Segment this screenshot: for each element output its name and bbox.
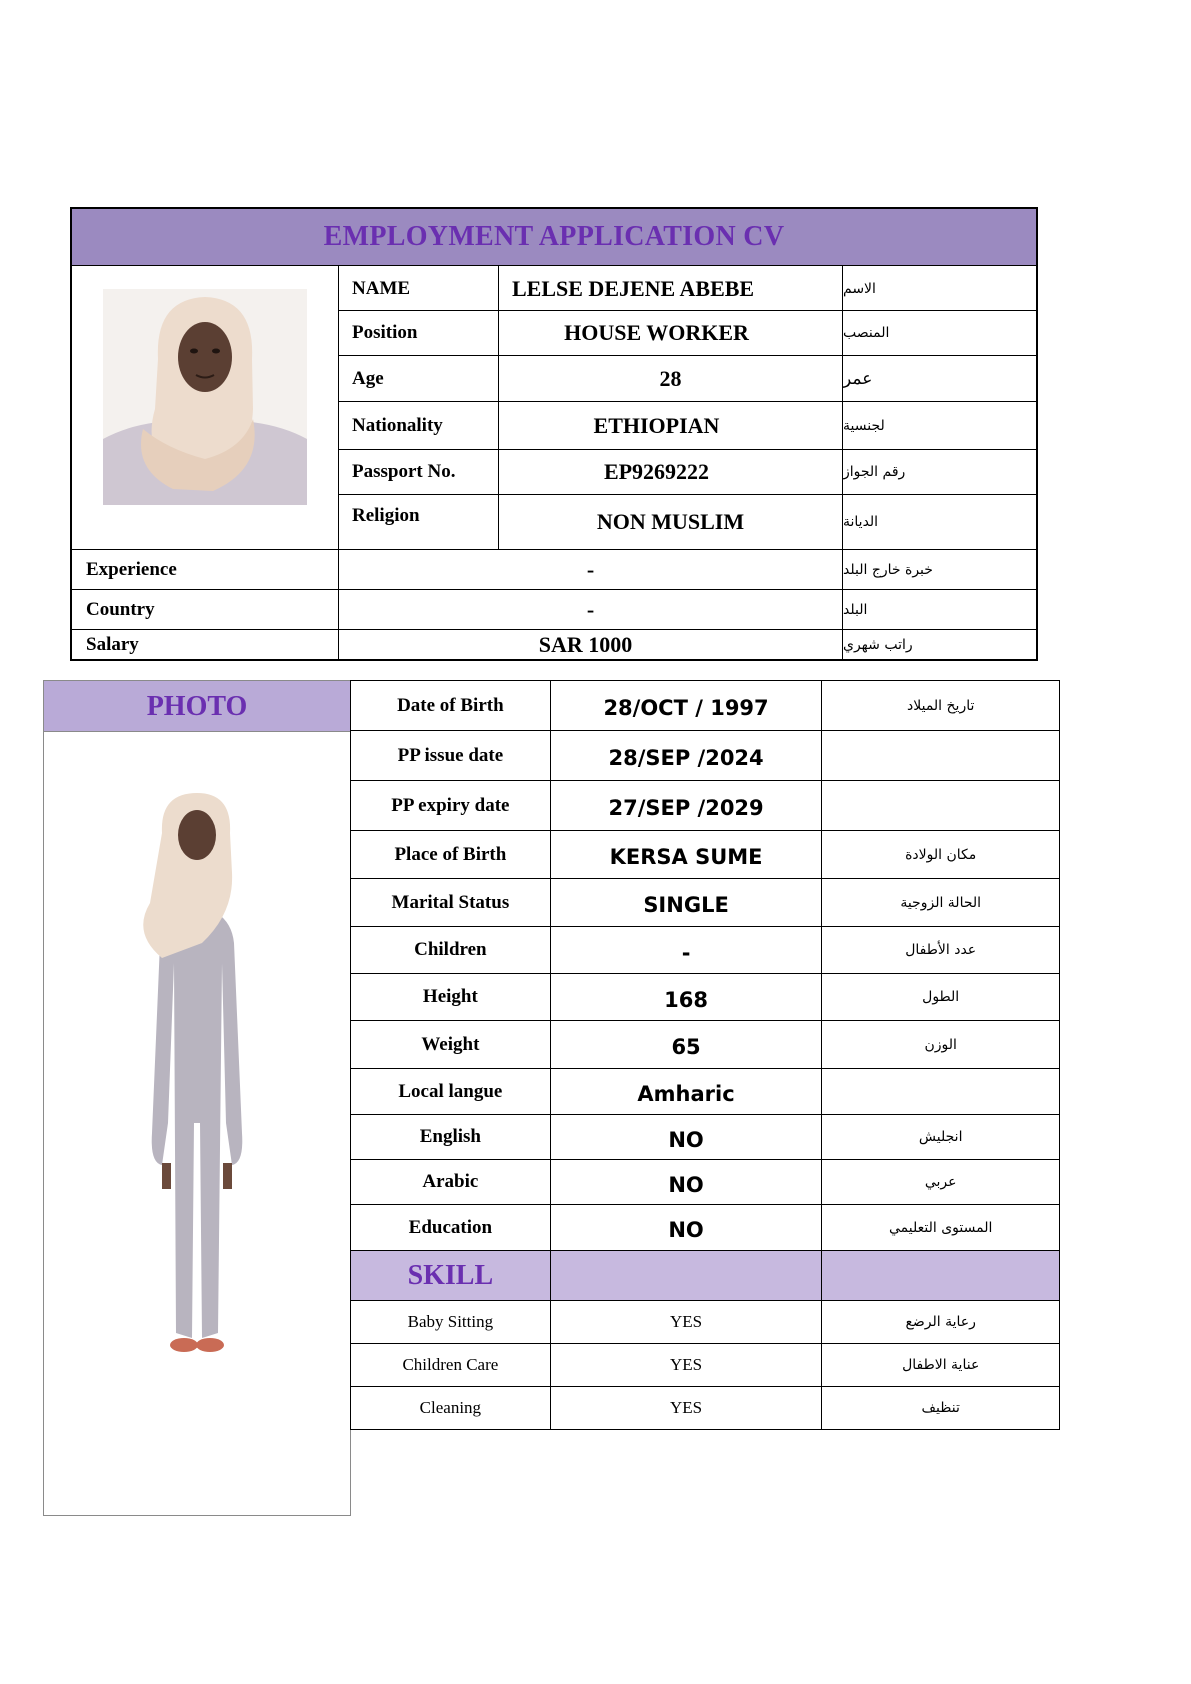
children-arabic: عدد الأطفال — [822, 927, 1060, 974]
education-arabic: المستوى التعليمي — [822, 1205, 1060, 1251]
skill-arabic: عناية الاطفال — [822, 1344, 1060, 1387]
skill-arabic: رعاية الرضع — [822, 1301, 1060, 1344]
height-label: Height — [351, 974, 551, 1021]
table-row — [351, 1301, 1060, 1344]
name-label: NAME — [352, 277, 411, 299]
marital-label: Marital Status — [351, 879, 551, 927]
skill-value: YES — [550, 1344, 822, 1387]
passport-arabic: رقم الجواز — [843, 464, 906, 480]
age-value: 28 — [659, 365, 682, 391]
pp-issue-value: 28/SEP /2024 — [550, 731, 822, 781]
arabic-value: NO — [550, 1160, 822, 1205]
marital-value: SINGLE — [550, 879, 822, 927]
country-value: - — [586, 596, 595, 622]
position-label: Position — [352, 322, 418, 343]
skill-heading-row — [351, 1251, 1060, 1301]
birthplace-label: Place of Birth — [351, 831, 551, 879]
full-body-photo-panel — [43, 680, 351, 1516]
height-value: 168 — [550, 974, 822, 1021]
arabic-arabic: عربي — [822, 1160, 1060, 1205]
salary-arabic: راتب شهري — [843, 636, 913, 653]
nationality-label: Nationality — [352, 414, 443, 436]
english-label: English — [351, 1115, 551, 1160]
nationality-value: ETHIOPIAN — [593, 412, 720, 438]
name-value: LELSE DEJENE ABEBE — [512, 275, 755, 301]
birthplace-arabic: مكان الولادة — [822, 831, 1060, 879]
pp-expiry-arabic — [822, 781, 1060, 831]
page-title: EMPLOYMENT APPLICATION CV — [72, 209, 1036, 266]
table-row — [351, 1115, 1060, 1160]
table-row — [351, 927, 1060, 974]
religion-value: NON MUSLIM — [596, 509, 745, 534]
education-label: Education — [351, 1205, 551, 1251]
pp-issue-label: PP issue date — [351, 731, 551, 781]
photo-heading: PHOTO — [44, 681, 350, 732]
pp-expiry-label: PP expiry date — [351, 781, 551, 831]
full-body-photo — [122, 793, 272, 1363]
height-arabic: الطول — [822, 974, 1060, 1021]
birthplace-value: KERSA SUME — [550, 831, 822, 879]
experience-arabic: خبرة خارج البلد — [843, 561, 933, 578]
name-arabic: الاسم — [843, 280, 876, 297]
table-row — [351, 1344, 1060, 1387]
table-row — [351, 831, 1060, 879]
cv-header-table — [70, 207, 1038, 661]
local-language-label: Local langue — [351, 1069, 551, 1115]
details-table — [350, 680, 1060, 1430]
table-row — [351, 731, 1060, 781]
arabic-label: Arabic — [351, 1160, 551, 1205]
portrait-cell — [72, 266, 339, 549]
marital-arabic: الحالة الزوجية — [822, 879, 1060, 927]
salary-label: Salary — [86, 633, 139, 655]
skill-value: YES — [550, 1301, 822, 1344]
english-arabic: انجليش — [822, 1115, 1060, 1160]
skill-label: Baby Sitting — [351, 1301, 551, 1344]
skill-heading-value — [550, 1251, 822, 1301]
experience-value: - — [586, 556, 595, 582]
nationality-arabic: لجنسية — [843, 417, 885, 434]
salary-value: SAR 1000 — [538, 631, 633, 657]
religion-label: Religion — [352, 505, 420, 526]
religion-arabic: الديانة — [843, 514, 879, 530]
weight-value: 65 — [550, 1021, 822, 1069]
portrait-photo — [103, 289, 307, 505]
local-language-arabic — [822, 1069, 1060, 1115]
table-row — [351, 974, 1060, 1021]
dob-value: 28/OCT / 1997 — [550, 681, 822, 731]
table-row — [351, 879, 1060, 927]
position-arabic: المنصب — [843, 325, 890, 341]
table-row — [351, 781, 1060, 831]
children-value: - — [550, 927, 822, 974]
passport-label: Passport No. — [352, 461, 456, 482]
experience-label: Experience — [86, 558, 177, 580]
table-row — [351, 1160, 1060, 1205]
skill-heading-arabic — [822, 1251, 1060, 1301]
country-arabic: البلد — [843, 601, 868, 618]
dob-arabic: تاريخ الميلاد — [822, 681, 1060, 731]
table-row — [351, 1205, 1060, 1251]
skill-heading: SKILL — [351, 1251, 551, 1301]
english-value: NO — [550, 1115, 822, 1160]
skill-label: Cleaning — [351, 1387, 551, 1430]
table-row — [351, 1021, 1060, 1069]
passport-value: EP9269222 — [603, 459, 710, 484]
weight-label: Weight — [351, 1021, 551, 1069]
table-row — [351, 681, 1060, 731]
age-arabic: عمر — [843, 368, 873, 389]
education-value: NO — [550, 1205, 822, 1251]
weight-arabic: الوزن — [822, 1021, 1060, 1069]
dob-label: Date of Birth — [351, 681, 551, 731]
table-row — [351, 1387, 1060, 1430]
pp-issue-arabic — [822, 731, 1060, 781]
skill-value: YES — [550, 1387, 822, 1430]
country-label: Country — [86, 598, 155, 620]
table-row — [351, 1069, 1060, 1115]
pp-expiry-value: 27/SEP /2029 — [550, 781, 822, 831]
skill-label: Children Care — [351, 1344, 551, 1387]
children-label: Children — [351, 927, 551, 974]
position-value: HOUSE WORKER — [564, 320, 749, 345]
local-language-value: Amharic — [550, 1069, 822, 1115]
skill-arabic: تنظيف — [822, 1387, 1060, 1430]
age-label: Age — [352, 367, 384, 389]
